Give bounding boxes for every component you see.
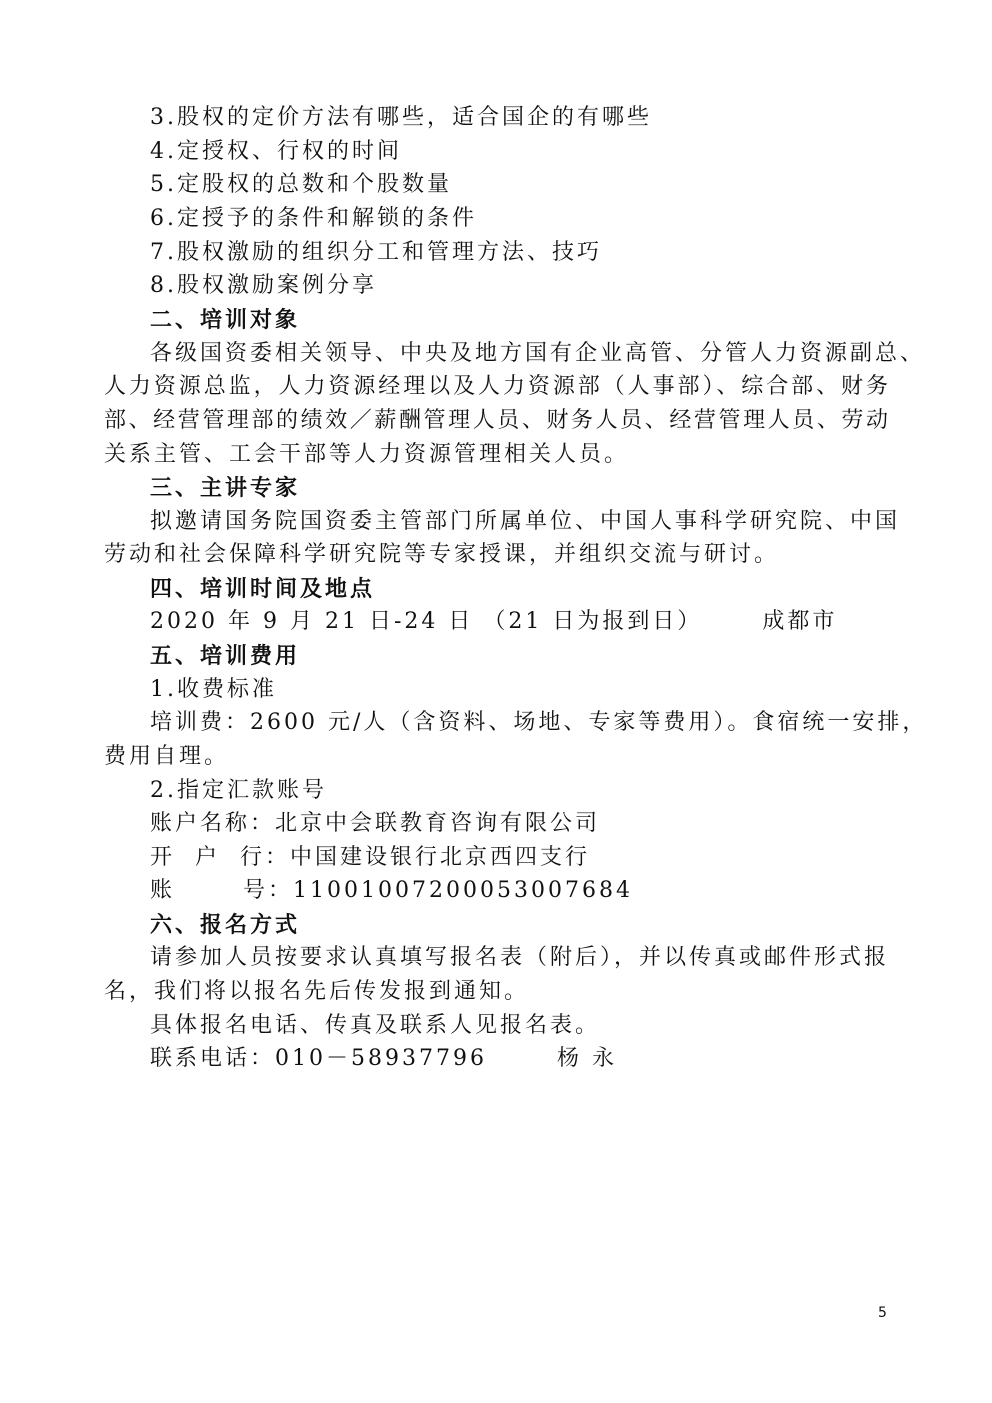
bank-line <box>150 843 590 873</box>
acct-label-1: 账 <box>150 878 176 903</box>
bank-label-1: 开 <box>150 845 176 870</box>
account-name-line <box>150 809 600 839</box>
phone-number: 010－58937796 <box>275 1046 487 1071</box>
registration-line-3: 具体报名电话、传真及联系人见报名表。 <box>150 1013 601 1038</box>
heading-registration: 六、报名方式 <box>150 912 301 938</box>
item-3: 3.股权的定价方法有哪些，适合国企的有哪些 <box>150 105 652 130</box>
training-date: 2020 年 9 月 21 日-24 日 （21 日为报到日） <box>150 609 703 634</box>
registration-line-1: 请参加人员按要求认真填写报名表（附后），并以传真或邮件形式报 <box>150 945 890 970</box>
item-7: 7.股权激励的组织分工和管理方法、技巧 <box>150 240 602 265</box>
phone-label: 联系电话： <box>150 1046 276 1071</box>
target-line-3: 部、经营管理部的绩效／薪酬管理人员、财务人员、经营管理人员、劳动 <box>104 408 890 433</box>
experts-line-1: 拟邀请国务院国资委主管部门所属单位、中国人事科学研究院、中国 <box>150 509 901 534</box>
experts-line-2: 劳动和社会保障科学研究院等专家授课，并组织交流与研讨。 <box>104 542 780 567</box>
item-6: 6.定授予的条件和解锁的条件 <box>150 206 477 231</box>
heading-training-target: 二、培训对象 <box>150 307 301 333</box>
page-number: 5 <box>878 1305 887 1321</box>
item-5: 5.定股权的总数和个股数量 <box>150 172 452 197</box>
account-title: 2.指定汇款账号 <box>150 778 327 803</box>
time-place-line <box>150 607 837 637</box>
target-line-1: 各级国资委相关领导、中央及地方国有企业高管、分管人力资源副总、 <box>150 341 926 366</box>
account-number-line <box>150 876 633 906</box>
registration-line-2: 名，我们将以报名先后传发报到通知。 <box>104 979 530 1004</box>
heading-experts: 三、主讲专家 <box>150 475 301 501</box>
target-line-4: 关系主管、工会干部等人力资源管理相关人员。 <box>104 442 630 467</box>
contact-line <box>150 1044 617 1074</box>
account-number: 11001007200053007684 <box>293 878 633 903</box>
account-name-label: 账户名称： <box>150 811 276 836</box>
fee-line-1: 培训费：2600 元/人（含资料、场地、专家等费用）。食宿统一安排， <box>150 710 928 735</box>
item-8: 8.股权激励案例分享 <box>150 273 377 298</box>
fee-standard-title: 1.收费标准 <box>150 677 277 702</box>
acct-label-2: 号： <box>243 878 294 903</box>
target-line-2: 人力资源总监，人力资源经理以及人力资源部（人事部）、综合部、财务 <box>104 374 890 399</box>
item-4: 4.定授权、行权的时间 <box>150 139 402 164</box>
bank-label-3: 行： <box>240 845 291 870</box>
heading-time-place: 四、培训时间及地点 <box>150 576 376 602</box>
bank-label-2: 户 <box>195 845 221 870</box>
heading-fees: 五、培训费用 <box>150 643 301 669</box>
bank-name: 中国建设银行北京西四支行 <box>290 845 591 870</box>
account-name: 北京中会联教育咨询有限公司 <box>275 811 601 836</box>
contact-person: 杨 永 <box>556 1046 617 1071</box>
training-place: 成都市 <box>762 609 838 634</box>
fee-line-2: 费用自理。 <box>104 744 230 769</box>
